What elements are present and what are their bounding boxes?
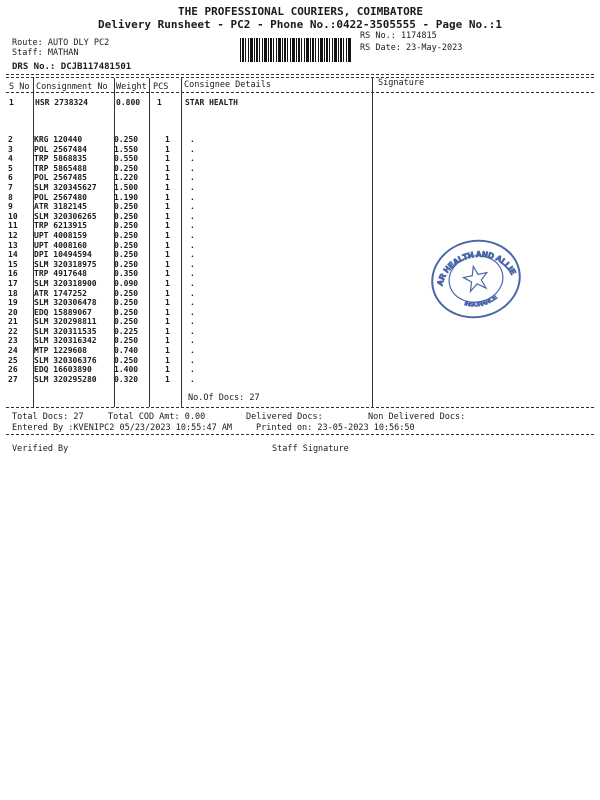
table-row (8, 145, 340, 155)
row-pcs: 1 (165, 240, 170, 250)
row-pcs: 1 (165, 192, 170, 202)
row-consignee: . (190, 355, 195, 365)
row-consignee: . (190, 365, 195, 375)
row-sno: 4 (8, 154, 13, 164)
row-consignee: . (190, 230, 195, 240)
col-header-signature: Signature (378, 78, 425, 88)
row-consignment-no: TRP 5865488 (34, 163, 87, 173)
row-pcs: 1 (165, 182, 170, 192)
row-consignment-no: POL 2567485 (34, 173, 87, 183)
footer-rule (6, 434, 594, 435)
company-title: THE PROFESSIONAL COURIERS, COIMBATORE (178, 5, 424, 18)
row-sno: 5 (8, 163, 13, 173)
row-consignee: . (190, 269, 195, 279)
row-consignee: . (190, 278, 195, 288)
table-row (8, 356, 340, 366)
staff-signature-label: Staff Signature (272, 444, 349, 454)
table-row (8, 173, 340, 183)
row-consignee: . (190, 135, 195, 144)
row-1-pcs: 1 (157, 98, 162, 107)
table-row (8, 336, 340, 346)
row-pcs: 1 (165, 298, 170, 308)
row-pcs: 1 (165, 317, 170, 327)
table-row (8, 317, 340, 327)
row-consignee: . (190, 221, 195, 231)
row-consignment-no: POL 2567480 (34, 192, 87, 202)
row-pcs: 1 (165, 307, 170, 317)
row-sno: 6 (8, 173, 13, 183)
table-row (8, 365, 340, 375)
row-consignee: . (190, 336, 195, 346)
no-of-docs: No.Of Docs: 27 (188, 393, 260, 403)
row-pcs: 1 (165, 374, 170, 384)
col-header-weight: Weight (116, 82, 147, 92)
company-stamp (428, 236, 524, 326)
table-row (8, 308, 340, 318)
row-weight: 0.250 (114, 250, 139, 260)
row-weight: 0.250 (114, 230, 139, 240)
row-weight: 1.500 (114, 182, 139, 192)
table-row (8, 250, 340, 260)
row-pcs: 1 (165, 144, 170, 154)
row-consignee: . (190, 192, 195, 202)
row-pcs: 1 (165, 230, 170, 240)
delivered-docs: Delivered Docs: (246, 412, 323, 422)
row-pcs: 1 (165, 259, 170, 269)
row-sno: 10 (8, 211, 18, 221)
row-1-weight: 0.800 (116, 98, 141, 107)
row-consignee: . (190, 250, 195, 260)
row-sno: 14 (8, 250, 18, 260)
row-consignment-no: UPT 4008159 (34, 230, 87, 240)
row-weight: 0.320 (114, 374, 139, 384)
row-consignee: . (190, 144, 195, 154)
row-consignment-no: SLM 320316342 (34, 336, 97, 346)
row-weight: 0.550 (114, 154, 139, 164)
row-weight: 1.400 (114, 365, 139, 375)
row-consignment-no: SLM 320345627 (34, 182, 97, 192)
col-header-sno: S No (9, 82, 30, 92)
row-weight: 0.250 (114, 135, 139, 144)
row-weight: 0.090 (114, 278, 139, 288)
staff-label: Staff: MATHAN (12, 48, 79, 58)
row-sno: 15 (8, 259, 18, 269)
barcode (240, 38, 352, 62)
row-pcs: 1 (165, 355, 170, 365)
row-consignment-no: POL 2567484 (34, 144, 87, 154)
row-consignee: . (190, 182, 195, 192)
row-weight: 0.250 (114, 202, 139, 212)
table-row (8, 135, 340, 145)
row-sno: 23 (8, 336, 18, 346)
row-sno: 18 (8, 288, 18, 298)
row-weight: 0.250 (114, 221, 139, 231)
row-sno: 9 (8, 202, 13, 212)
col-header-consignment: Consignment No (36, 82, 108, 92)
table-row (8, 346, 340, 356)
svg-text:INSURANCE (462, 294, 499, 311)
row-sno: 27 (8, 374, 18, 384)
row-consignment-no: TRP 6213915 (34, 221, 87, 231)
row-weight: 0.250 (114, 317, 139, 327)
row-pcs: 1 (165, 365, 170, 375)
row-consignee: . (190, 211, 195, 221)
row-weight: 0.250 (114, 298, 139, 308)
row-pcs: 1 (165, 173, 170, 183)
row-consignment-no: SLM 320318975 (34, 259, 97, 269)
row-consignment-no: KRG 120440 (34, 135, 83, 144)
table-row (8, 212, 340, 222)
entered-by: Entered By :KVENIPC2 05/23/2023 10:55:47 AM (12, 423, 233, 433)
row-weight: 0.740 (114, 346, 139, 356)
row-pcs: 1 (165, 135, 170, 144)
row-consignment-no: SLM 320306265 (34, 211, 97, 221)
row-sno: 25 (8, 355, 18, 365)
row-1-consignment: HSR 2738324 (35, 98, 88, 107)
row-consignee: . (190, 173, 195, 183)
row-sno: 7 (8, 182, 13, 192)
table-row (8, 231, 340, 241)
row-sno: 19 (8, 298, 18, 308)
row-consignee: . (190, 307, 195, 317)
table-row (8, 221, 340, 231)
row-pcs: 1 (165, 278, 170, 288)
row-consignment-no: MTP 1229608 (34, 346, 87, 356)
row-weight: 0.250 (114, 240, 139, 250)
row-sno: 2 (8, 135, 13, 144)
row-pcs: 1 (165, 202, 170, 212)
row-sno: 22 (8, 326, 18, 336)
row-consignee: . (190, 317, 195, 327)
stamp-top-text: STAR HEALTH AND ALLIED (435, 249, 518, 287)
row-consignment-no: SLM 320311535 (34, 326, 97, 336)
row-weight: 0.250 (114, 288, 139, 298)
row-1-consignee: STAR HEALTH (185, 98, 238, 107)
consignment-table (8, 135, 340, 384)
table-row (8, 375, 340, 385)
row-sno: 26 (8, 365, 18, 375)
row-consignee: . (190, 326, 195, 336)
consignment-rows (8, 135, 340, 384)
row-consignee: . (190, 288, 195, 298)
row-consignment-no: SLM 320318900 (34, 278, 97, 288)
row-consignee: . (190, 259, 195, 269)
table-row (8, 260, 340, 270)
row-consignment-no: EDQ 16603890 (34, 365, 92, 375)
row-pcs: 1 (165, 288, 170, 298)
table-row (8, 279, 340, 289)
row-sno: 8 (8, 192, 13, 202)
drs-number (12, 62, 131, 72)
route-label: Route: AUTO DLY PC2 (12, 38, 110, 48)
row-weight: 0.250 (114, 211, 139, 221)
row-consignee: . (190, 163, 195, 173)
row-consignee: . (190, 240, 195, 250)
table-row (8, 241, 340, 251)
runsheet-subtitle: Delivery Runsheet - PC2 - Phone No.:0422-3505555 - Page No.:1 (98, 18, 502, 31)
row-pcs: 1 (165, 269, 170, 279)
row-weight: 0.225 (114, 326, 139, 336)
row-pcs: 1 (165, 250, 170, 260)
total-cod-amount: Total COD Amt: 0.00 (108, 412, 206, 422)
table-row (8, 202, 340, 212)
row-pcs: 1 (165, 221, 170, 231)
row-pcs: 1 (165, 326, 170, 336)
table-end-rule (6, 407, 594, 408)
column-divider (372, 78, 373, 407)
row-weight: 0.250 (114, 163, 139, 173)
row-consignee: . (190, 202, 195, 212)
row-pcs: 1 (165, 346, 170, 356)
row-consignment-no: ATR 1747252 (34, 288, 87, 298)
row-pcs: 1 (165, 154, 170, 164)
row-pcs: 1 (165, 211, 170, 221)
column-header-rule (6, 92, 594, 93)
row-sno: 24 (8, 346, 18, 356)
table-row (8, 193, 340, 203)
row-weight: 1.550 (114, 144, 139, 154)
row-consignment-no: SLM 320306376 (34, 355, 97, 365)
row-weight: 0.350 (114, 269, 139, 279)
row-1-sno: 1 (9, 98, 14, 107)
row-sno: 11 (8, 221, 18, 231)
printed-on: Printed on: 23-05-2023 10:56:50 (256, 423, 415, 433)
table-row (8, 298, 340, 308)
row-weight: 1.220 (114, 173, 139, 183)
row-weight: 0.250 (114, 259, 139, 269)
table-row (8, 269, 340, 279)
col-header-consignee: Consignee Details (184, 80, 271, 90)
row-consignment-no: UPT 4008160 (34, 240, 87, 250)
table-row (8, 154, 340, 164)
row-sno: 20 (8, 307, 18, 317)
row-consignment-no: SLM 320298811 (34, 317, 97, 327)
row-sno: 21 (8, 317, 18, 327)
non-delivered-docs: Non Delivered Docs: (368, 412, 466, 422)
row-weight: 0.250 (114, 336, 139, 346)
drs-value: DCJB117481501 (60, 62, 132, 72)
header-rule-top (6, 74, 594, 75)
row-consignment-no: ATR 3182145 (34, 202, 87, 212)
row-sno: 12 (8, 230, 18, 240)
row-consignee: . (190, 298, 195, 308)
row-consignee: . (190, 154, 195, 164)
verified-by-label: Verified By (12, 444, 69, 454)
header-rule-top-2 (6, 77, 594, 78)
rs-date: RS Date: 23-May-2023 (360, 43, 463, 53)
row-consignee: . (190, 374, 195, 384)
row-pcs: 1 (165, 336, 170, 346)
row-consignment-no: SLM 320306478 (34, 298, 97, 308)
row-consignment-no: EDQ 15889067 (34, 307, 92, 317)
row-weight: 1.190 (114, 192, 139, 202)
table-row (8, 327, 340, 337)
row-weight: 0.250 (114, 355, 139, 365)
table-row (8, 183, 340, 193)
row-consignment-no: TRP 5868835 (34, 154, 87, 164)
row-sno: 17 (8, 278, 18, 288)
row-pcs: 1 (165, 163, 170, 173)
row-sno: 13 (8, 240, 18, 250)
row-consignment-no: TRP 4917648 (34, 269, 87, 279)
col-header-pcs: PCS (153, 82, 169, 92)
row-consignment-no: DPI 10494594 (34, 250, 92, 260)
row-consignment-no: SLM 320295280 (34, 374, 97, 384)
row-sno: 3 (8, 144, 13, 154)
table-row (8, 289, 340, 299)
total-docs: Total Docs: 27 (12, 412, 84, 422)
stamp-bottom-text: INSURANCE (463, 294, 499, 309)
row-weight: 0.250 (114, 307, 139, 317)
drs-label: DRS No.: (12, 62, 56, 72)
rs-number: RS No.: 1174815 (360, 31, 437, 41)
row-consignee: . (190, 346, 195, 356)
star-icon (462, 264, 490, 292)
table-row (8, 164, 340, 174)
row-sno: 16 (8, 269, 18, 279)
